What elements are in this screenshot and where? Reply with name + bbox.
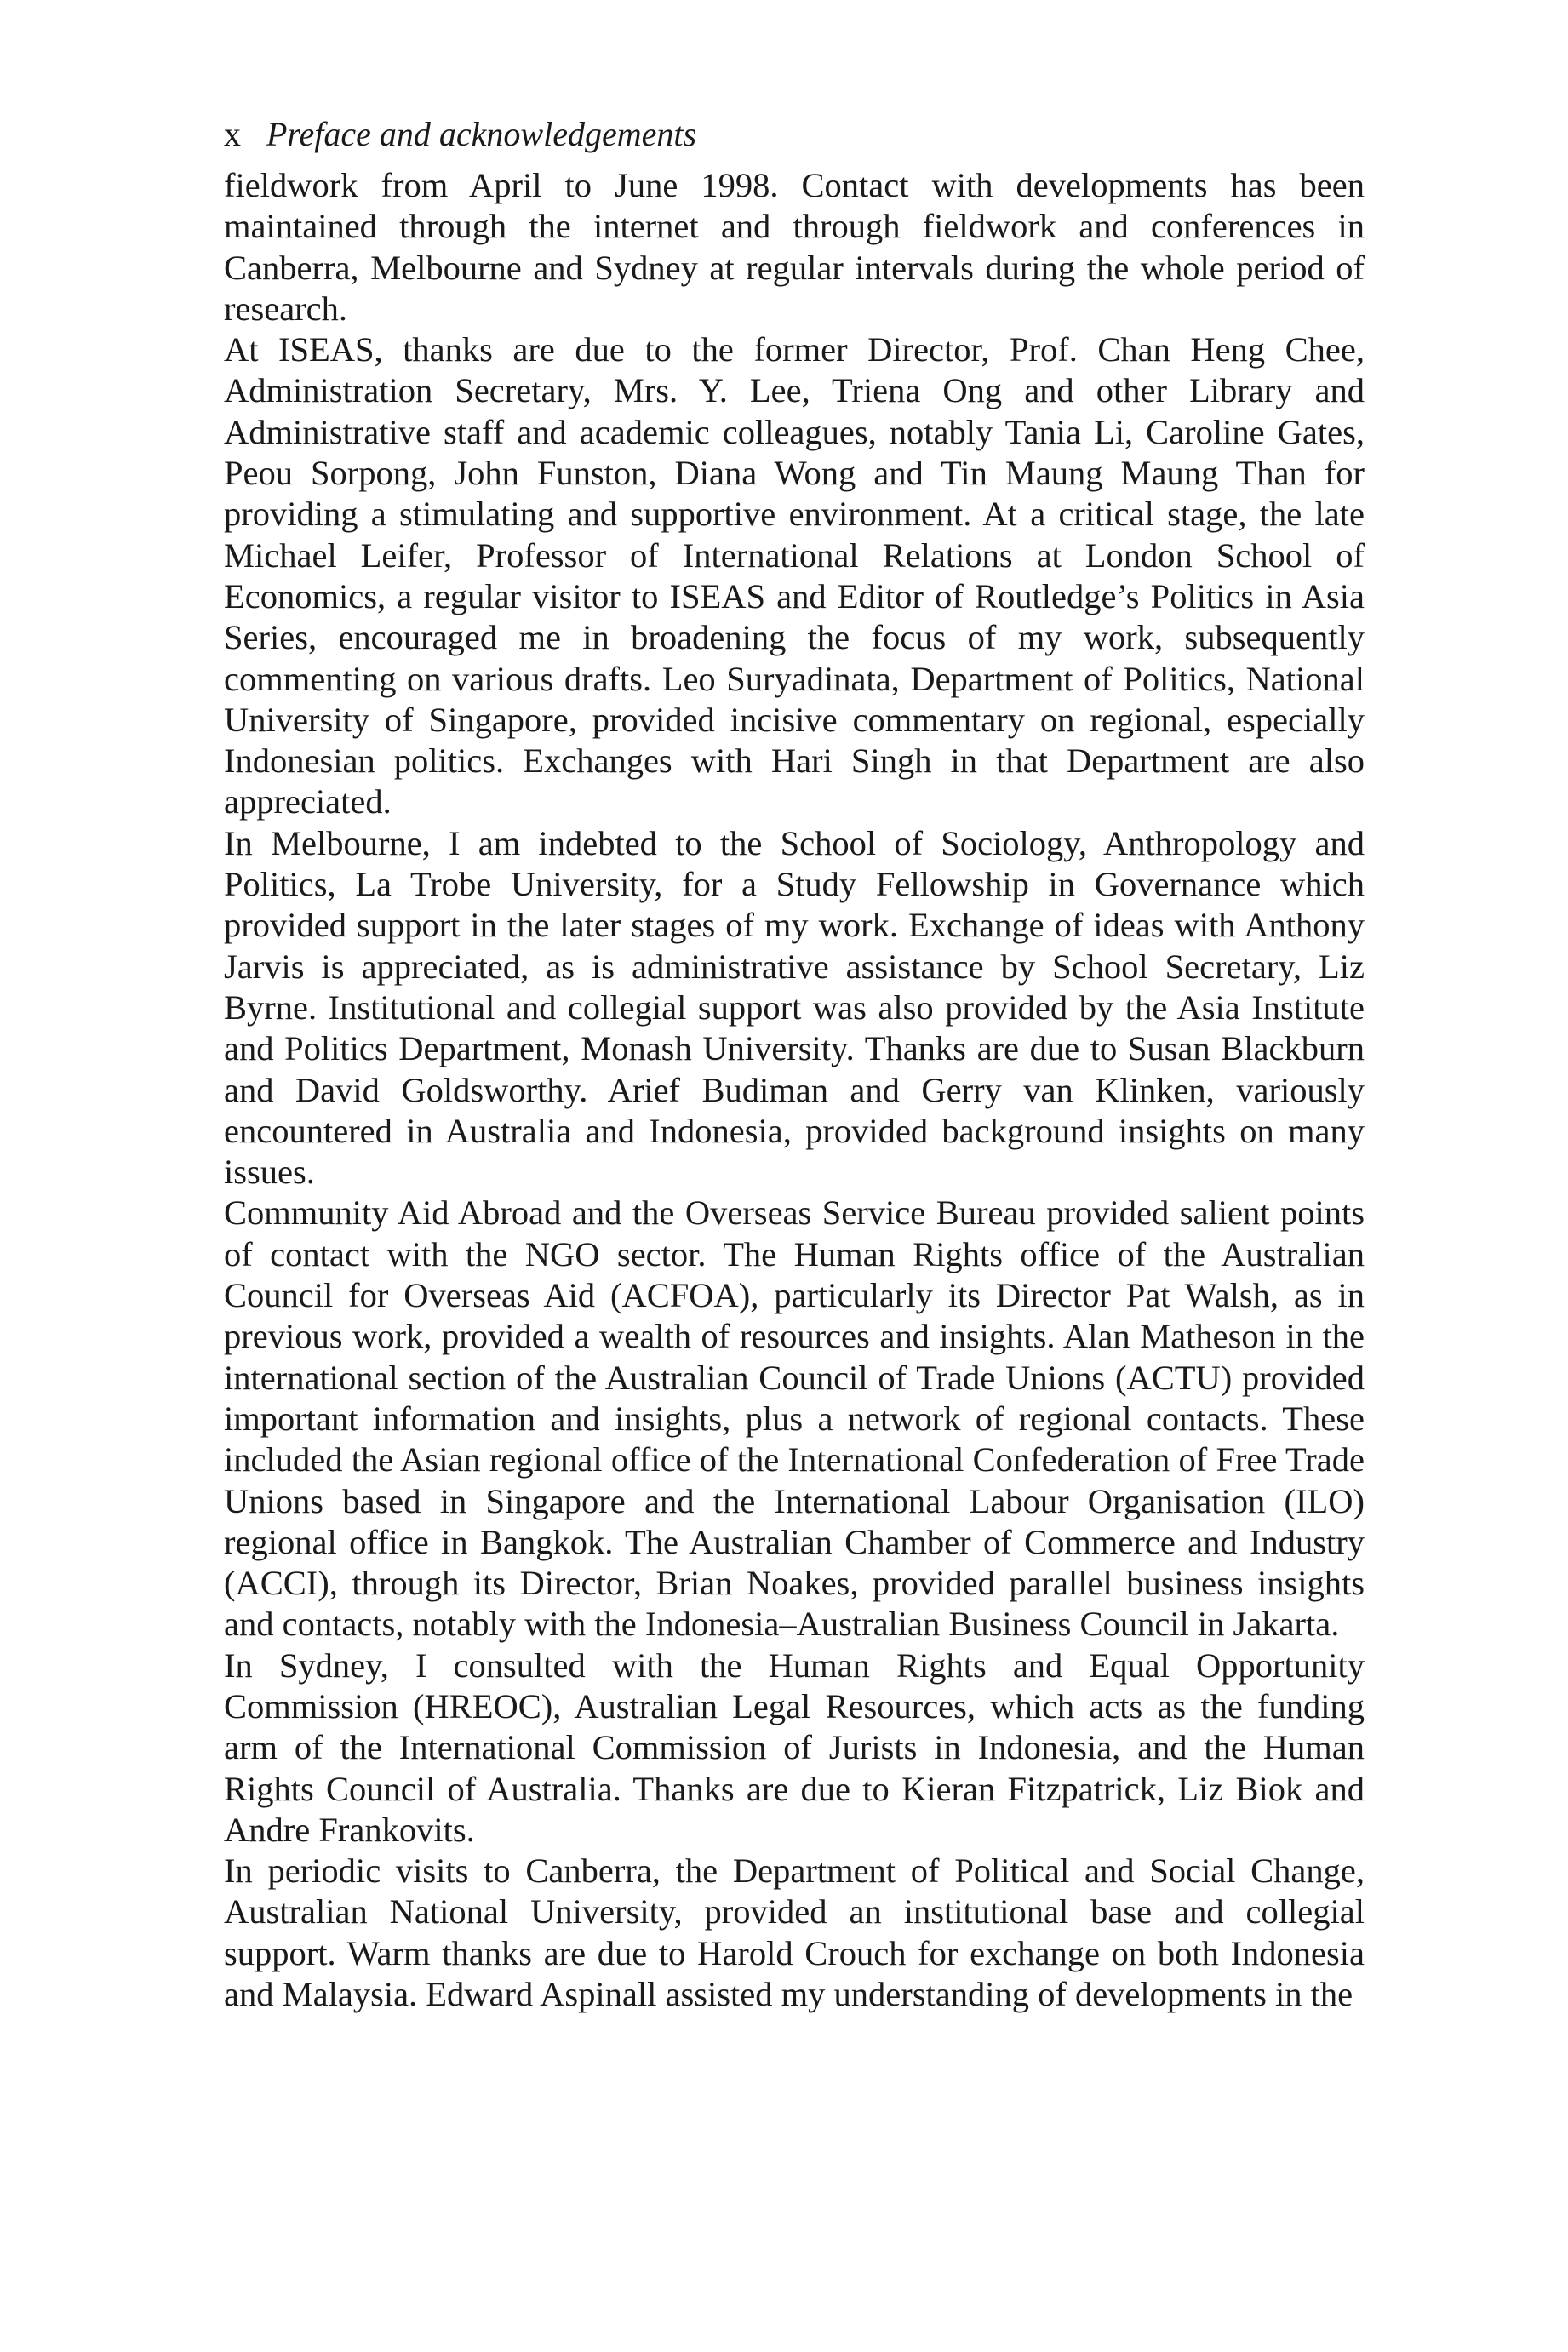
- paragraph-2: At ISEAS, thanks are due to the former Director, Prof. Chan Heng Chee, Administration Secretary, Mrs. Y. Lee, Triena Ong and other Library and Administrative staff and academic colleagues, notably Tania Li, Caroline Gates, Peou Sorpong, John Funston, Diana Wong and Tin Maung Maung Than for providing a stimulating and supportive environment. At a critical stage, the late Michael Leifer, Professor of International Relations at London School of Economics, a regular visitor to ISEAS and Editor of Routledge’s Politics in Asia Series, encouraged me in broadening the focus of my work, subsequently commenting on various drafts. Leo Suryadinata, Department of Politics, National University of Singapore, provided incisive commentary on regional, especially Indonesian politics. Exchanges with Hari Singh in that Department are also appreciated.: [224, 330, 1365, 821]
- paragraph-1: fieldwork from April to June 1998. Contact with developments has been maintained through the internet and through fieldwork and conferences in Canberra, Melbourne and Sydney at regular intervals during the whole period of research.: [224, 166, 1365, 328]
- page-number: x: [224, 115, 241, 153]
- paragraph-4: Community Aid Abroad and the Overseas Service Bureau provided salient points of contact with the NGO sector. The Human Rights office of the Australian Council for Overseas Aid (ACFOA), particularly its Director Pat Walsh, as in previous work, provided a wealth of resources and insights. Alan Matheson in the international section of the Australian Council of Trade Unions (ACTU) provided important information and insights, plus a network of regional contacts. These included the Asian regional office of the International Confederation of Free Trade Unions based in Singapore and the International Labour Organisation (ILO) regional office in Bangkok. The Australian Chamber of Commerce and Industry (ACCI), through its Director, Brian Noakes, provided parallel business insights and contacts, notably with the Indonesia–Australian Business Council in Jakarta.: [224, 1193, 1365, 1644]
- paragraph-6: In periodic visits to Canberra, the Department of Political and Social Change, Australian National University, provided an institutional base and collegial support. Warm thanks are due to Harold Crouch for exchange on both Indonesia and Malaysia. Edward Aspinall assisted my understanding of developments in the: [224, 1851, 1365, 2014]
- running-head-title: Preface and acknowledgements: [266, 115, 697, 153]
- paragraph-3: In Melbourne, I am indebted to the School of Sociology, Anthropology and Politics, La Trobe University, for a Study Fellowship in Governance which provided support in the later stages of my work. Exchange of ideas with Anthony Jarvis is appreciated, as is administrative assistance by School Secretary, Liz Byrne. Institutional and collegial support was also provided by the Asia Institute and Politics Department, Monash University. Thanks are due to Susan Blackburn and David Goldsworthy. Arief Budiman and Gerry van Klinken, variously encountered in Australia and Indonesia, provided background insights on many issues.: [224, 823, 1365, 1192]
- paragraph-5: In Sydney, I consulted with the Human Rights and Equal Opportunity Commission (HREOC), Australian Legal Resources, which acts as the funding arm of the International Commission of Jurists in Indonesia, and the Human Rights Council of Australia. Thanks are due to Kieran Fitzpatrick, Liz Biok and Andre Frankovits.: [224, 1645, 1365, 1849]
- book-page: [224, 112, 1365, 2015]
- running-head: [224, 112, 1365, 157]
- body-text: [224, 165, 1365, 2015]
